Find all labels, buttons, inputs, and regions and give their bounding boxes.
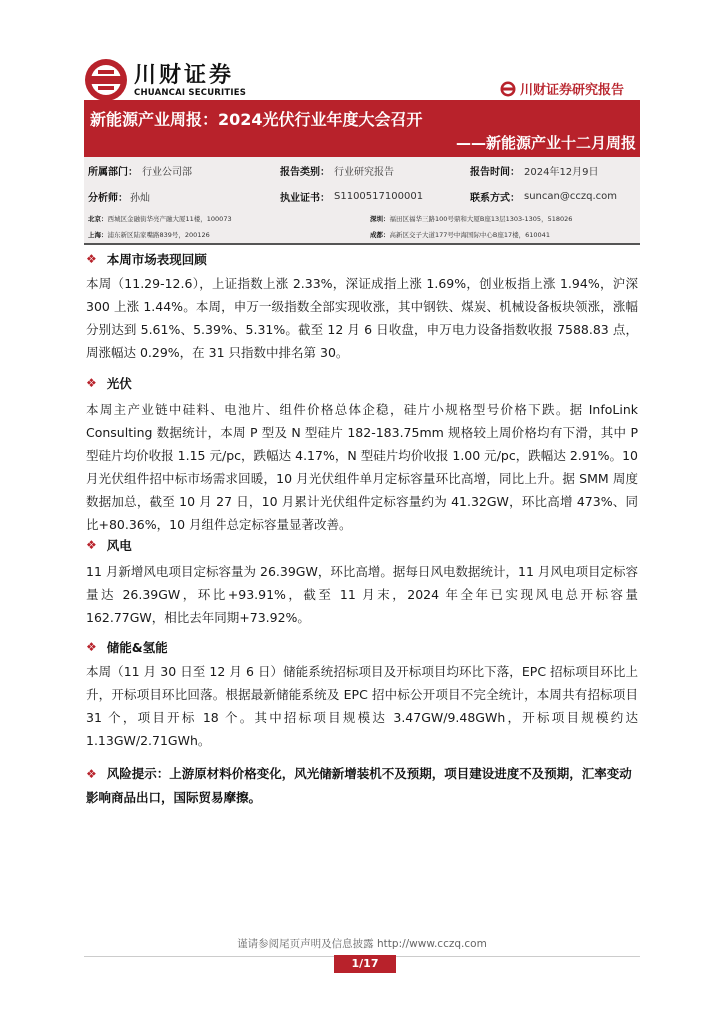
time-label: 报告时间： (470, 166, 520, 178)
address-shenzhen-label: 深圳： (370, 215, 390, 223)
office-addresses (84, 209, 640, 245)
address-chengdu-text: 高新区交子大道177号中海国际中心B座17楼，610041 (389, 231, 550, 239)
address-shanghai-text: 浦东新区陆家嘴路839号，200126 (107, 231, 210, 239)
bullet-diamond-icon: ❖ (86, 376, 97, 390)
report-info-table (84, 157, 640, 210)
section-storage-title: 储能&氢能 (106, 640, 168, 655)
time-value: 2024年12月9日 (524, 166, 599, 178)
bullet-diamond-icon: ❖ (86, 538, 97, 552)
page-number: 1/17 (334, 955, 396, 973)
address-shenzhen (370, 214, 572, 223)
contact-label: 联系方式： (470, 192, 520, 204)
section-wind-heading (86, 536, 132, 554)
report-series-tag (500, 79, 624, 98)
address-beijing (88, 214, 232, 223)
section-storage-heading (86, 638, 168, 656)
cert-value: S1100517100001 (334, 190, 424, 202)
info-row-1 (84, 157, 640, 183)
category-label: 报告类别： (280, 166, 330, 178)
risk-warning (86, 762, 638, 809)
category-value: 行业研究报告 (334, 166, 394, 178)
section-market-title: 本周市场表现回顾 (106, 252, 207, 267)
section-wind-text: 11 月新增风电项目定标容量为 26.39GW，环比高增。据每日风电数据统计，11 月风电项目定标容量达 26.39GW，环比+93.91%，截至 11 月末，2024 年全年已实现风电总开标容量 162.77GW，相比去年同期+73.92%。 (86, 564, 638, 625)
address-shanghai (88, 230, 210, 239)
bullet-diamond-icon: ❖ (86, 252, 97, 266)
dept-label: 所属部门： (88, 166, 138, 178)
bullet-diamond-icon: ❖ (86, 640, 97, 654)
section-pv-text: 本周主产业链中硅料、电池片、组件价格总体企稳，硅片小规格型号价格下跌。据 InfoLink Consulting 数据统计，本周 P 型及 N 型硅片 182-183.75mm 规格较上周价格均有下滑，其中 P 型硅片均价收报 1.15 元/pc，跌幅达 4.17%，N 型硅片均价收报 1.00 元/pc，跌幅达 2.91%。10 月光伏组件招中标市场需求回暖，10 月光伏组件单月定标容量环比高增，同比上升。据 SMM 周度数据加总，截至 10 月 27 日，10 月累计光伏组件定标容量约为 41.32GW，环比高增 473%、同比+80.36%，10 月组件总定标容量显著改善。 (86, 402, 638, 532)
address-beijing-text: 西城区金融街华亮产融大厦11楼，100073 (107, 215, 232, 223)
contact-value: suncan@cczq.com (524, 190, 617, 202)
analyst-value: 孙灿 (130, 192, 150, 204)
address-chengdu (370, 230, 550, 239)
company-logo-icon (84, 58, 128, 102)
section-pv-heading (86, 374, 132, 392)
section-pv-title: 光伏 (106, 376, 132, 391)
address-shanghai-label: 上海： (88, 231, 108, 239)
info-row-2 (84, 183, 640, 209)
address-chengdu-label: 成都： (370, 231, 390, 239)
report-title: 新能源产业周报：2024光伏行业年度大会召开 (90, 110, 423, 129)
dept-value: 行业公司部 (142, 166, 192, 178)
section-market-heading (86, 250, 207, 268)
report-subtitle: ——新能源产业十二月周报 (455, 134, 636, 152)
section-storage-text: 本周（11 月 30 日至 12 月 6 日）储能系统招标项目及开标项目均环比下落，EPC 招标项目环比上升，开标项目环比回落。根据最新储能系统及 EPC 招中标公开项目不完全统计，本周共有招标项目 31 个，项目开标 18 个。其中招标项目规模达 3.47GW/9.48GWh，开标项目规模约达 1.13GW/2.71GWh。 (86, 664, 638, 748)
section-wind-title: 风电 (106, 538, 132, 553)
disclaimer-note: 谨请参阅尾页声明及信息披露 http://www.cczq.com (237, 938, 487, 950)
risk-warning-text: 风险提示：上游原材料价格变化，风光储新增装机不及预期，项目建设进度不及预期，汇率变动影响商品出口，国际贸易摩擦。 (86, 766, 632, 805)
address-shenzhen-text: 福田区福华三路100号鼎和大厦B座13层1303-1305，518026 (389, 215, 573, 223)
report-series-label: 川财证券研究报告 (520, 83, 625, 98)
address-beijing-label: 北京： (88, 215, 108, 223)
section-market-text: 本周（11.29-12.6），上证指数上涨 2.33%，深证成指上涨 1.69%，创业板指上涨 1.94%，沪深 300 上涨 1.44%。本周，申万一级指数全部实现收涨，其中钢铁、煤炭、机械设备板块领涨，涨幅分别达到 5.61%、5.39%、5.31%。截至 12 月 6 日收盘，申万电力设备指数收报 7588.83 点，周涨幅达 0.29%，在 31 只指数中排名第 30。 (86, 276, 638, 360)
brand-name-en: CHUANCAI SECURITIES (134, 88, 247, 98)
brand-name-cn: 川财证券 (134, 63, 235, 88)
cert-label: 执业证书： (280, 192, 330, 204)
bullet-diamond-icon: ❖ (86, 767, 97, 781)
analyst-label: 分析师： (88, 192, 128, 204)
brand-small-icon (500, 81, 516, 97)
